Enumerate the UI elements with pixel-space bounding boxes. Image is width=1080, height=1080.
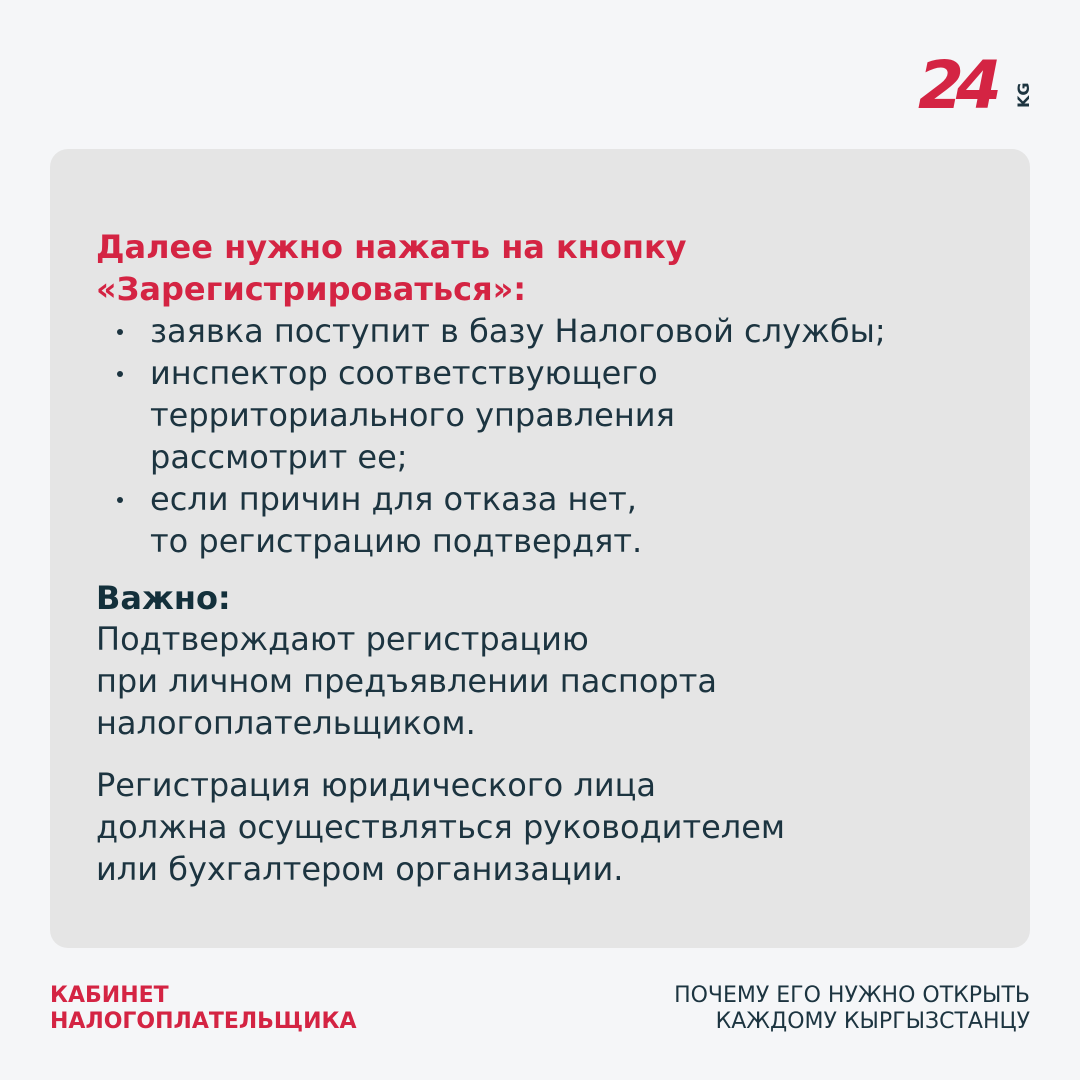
steps-list	[96, 310, 996, 562]
logo-24-icon	[918, 48, 1036, 114]
important-title: Важно:	[96, 579, 231, 617]
list-item: если причин для отказа нет, то регистрацию подтвердят.	[96, 478, 996, 562]
svg-text:KG: KG	[1014, 82, 1033, 108]
legal-entity-text: Регистрация юридического лица должна осуществляться руководителем или бухгалтером организации.	[96, 766, 786, 888]
svg-text:24: 24	[918, 48, 994, 114]
list-item: инспектор соответствующего территориального управления рассмотрит ее;	[96, 352, 996, 478]
important-text: Подтверждают регистрацию при личном предъявлении паспорта налогоплательщиком.	[96, 620, 717, 742]
brand-logo	[918, 48, 1036, 114]
card-content	[96, 226, 996, 890]
footer-series-title: КАБИНЕТ НАЛОГОПЛАТЕЛЬЩИКА	[50, 983, 357, 1034]
headline: Далее нужно нажать на кнопку «Зарегистрироваться»:	[96, 228, 687, 308]
footer-topic-title: ПОЧЕМУ ЕГО НУЖНО ОТКРЫТЬ КАЖДОМУ КЫРГЫЗСТАНЦУ	[674, 983, 1030, 1034]
list-item: заявка поступит в базу Налоговой службы;	[96, 310, 996, 352]
